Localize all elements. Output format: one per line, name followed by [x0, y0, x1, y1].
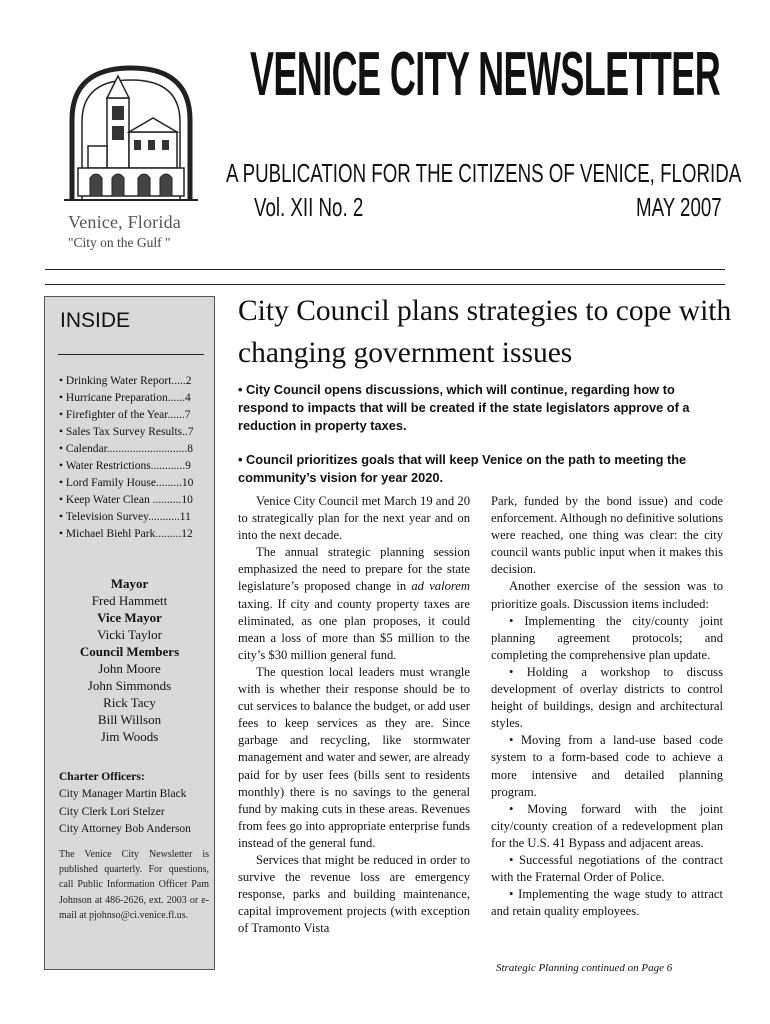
inside-divider: [58, 354, 204, 355]
newsletter-title: VENICE CITY NEWSLETTER: [250, 40, 721, 109]
toc-item[interactable]: • Water Restrictions............9: [59, 460, 191, 472]
article-paragraph: Another exercise of the session was to prioritize goals. Discussion items included:: [491, 579, 723, 611]
council-member: John Simmonds: [87, 678, 172, 693]
article-paragraph: The annual strategic planning session emphasized the need to prepare for the state legislature’s proposed change in ad valorem taxing. If city and county property taxes are eliminated, as one plan proposes, it could mean a loss of more than $5 million to the city’s $30 million general fund.: [238, 545, 470, 662]
toc-item[interactable]: • Hurricane Preparation......4: [59, 392, 191, 404]
goal-bullet: • Holding a workshop to discuss development of overlay districts to control height of buildings, design and architectural styles.: [491, 664, 723, 731]
inside-sidebar: [44, 296, 215, 970]
volume-number: Vol. XII No. 2: [254, 192, 364, 222]
city-name: Venice, Florida: [68, 212, 181, 232]
publication-note: The Venice City Newsletter is published quarterly. For questions, call Public Information Officer Pam Johnson at 486-2626, ext. 2003 or e-mail at pjohnso@ci.venice.fl.us.: [59, 849, 209, 921]
article-column-2: [491, 493, 723, 920]
charter-officer: City Attorney Bob Anderson: [59, 822, 191, 835]
toc-item[interactable]: • Lord Family House.........10: [59, 477, 194, 489]
table-of-contents: [59, 373, 211, 543]
newsletter-subtitle: A PUBLICATION FOR THE CITIZENS OF VENICE, FLORIDA: [226, 158, 742, 188]
goal-bullet: • Successful negotiations of the contract with the Fraternal Order of Police.: [491, 852, 723, 885]
city-hall-logo: [60, 60, 202, 210]
council-member: Bill Willson: [97, 712, 162, 727]
continued-link[interactable]: Strategic Planning continued on Page 6: [496, 962, 673, 974]
city-officials: [45, 575, 214, 745]
vice-mayor-label: Vice Mayor: [97, 610, 162, 625]
article-paragraph: Venice City Council met March 19 and 20 to strategically plan for the next year and on into the next decade.: [238, 494, 470, 543]
charter-officer: City Manager Martin Black: [59, 788, 187, 801]
charter-label: Charter Officers:: [59, 771, 145, 783]
article-paragraph: The question local leaders must wrangle with is whether their response should be to cut services to balance the budget, or add user fees to keep services as they are. Since garbage and recycling, like stormwater management and water and sewer, are already paid for by user fees (bills sent to residents monthly) there is no savings to the general fund by making cuts in these areas. Revenues from fees go into appropriate enterprise funds instead of the general fund.: [238, 664, 471, 850]
mayor-name: Fred Hammett: [91, 593, 168, 608]
inside-heading: INSIDE: [60, 309, 131, 332]
council-label: Council Members: [79, 644, 180, 659]
toc-item[interactable]: • Keep Water Clean ..........10: [59, 494, 193, 506]
goal-bullet: • Moving forward with the joint city/county creation of a redevelopment plan for the U.S. 41 Bypass and adjacent areas.: [491, 801, 723, 850]
goal-bullet: • Implementing the wage study to attract and retain quality employees.: [491, 887, 723, 919]
article-deck-2: • Council prioritizes goals that will keep Venice on the path to meeting the community’s vision for year 2020.: [238, 452, 687, 485]
article-paragraph: Park, funded by the bond issue) and code enforcement. Although no definitive solutions were reached, one thing was clear: the city council wants public input when it makes this decision.: [491, 494, 723, 577]
toc-item[interactable]: • Firefighter of the Year......7: [59, 409, 191, 421]
masthead-divider-lower: [45, 284, 725, 285]
goal-bullet: • Moving from a land-use based code system to a form-based code to achieve a more intensive and detailed planning program.: [491, 733, 723, 799]
article-paragraph: Services that might be reduced in order to survive the revenue loss are emergency response, parks and building maintenance, capital improvement projects (with exception of Tramonto Vista: [238, 852, 470, 936]
toc-item[interactable]: • Television Survey...........11: [59, 511, 191, 523]
goal-bullet: • Implementing the city/county joint planning agreement protocols; and completing the comprehensive plan update.: [491, 613, 723, 662]
council-member: Rick Tacy: [103, 695, 156, 710]
masthead-divider: [45, 269, 725, 270]
article-deck-1: • City Council opens discussions, which will continue, regarding how to respond to impacts that will be created if the state legislators approve of a reduction in property taxes.: [238, 382, 690, 433]
charter-officers: [59, 769, 214, 838]
toc-item[interactable]: • Drinking Water Report.....2: [59, 375, 192, 387]
council-member: John Moore: [98, 661, 161, 676]
article-headline: City Council plans strategies to cope with changing government issues: [238, 295, 732, 369]
city-motto: "City on the Gulf ": [68, 235, 171, 250]
article-column-1: [238, 493, 470, 937]
toc-item[interactable]: • Calendar............................8: [59, 443, 194, 455]
issue-date: MAY 2007: [636, 192, 722, 222]
toc-item[interactable]: • Michael Biehl Park.........12: [59, 528, 193, 540]
charter-officer: City Clerk Lori Stelzer: [59, 805, 165, 818]
mayor-label: Mayor: [110, 576, 149, 591]
vice-mayor-name: Vicki Taylor: [97, 627, 162, 642]
council-member: Jim Woods: [100, 729, 159, 744]
toc-item[interactable]: • Sales Tax Survey Results..7: [59, 426, 194, 438]
